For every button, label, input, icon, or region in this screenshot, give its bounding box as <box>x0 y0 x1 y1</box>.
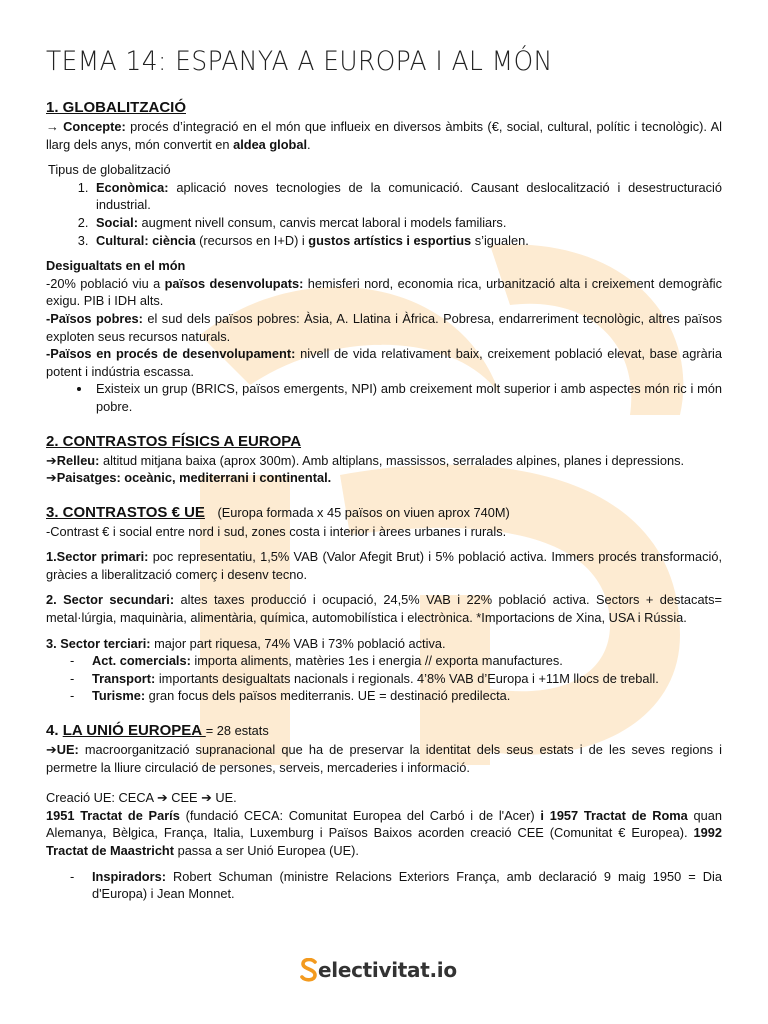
types-list <box>46 179 722 249</box>
concept-paragraph: → Concepte: procés d’integració en el món que influeix en diversos àmbits (€, social, cultural, polític i tecnològic). Al llarg dels anys, món convertit en aldea global. <box>46 119 723 152</box>
inequality-developing: -Països en procés de desenvolupament: nivell de vida relativament baix, creixement població elevat, base agrària potent i indústria escassa. <box>46 346 723 379</box>
selectivitat-logo[interactable] <box>300 958 457 982</box>
tertiary-sector: 3. Sector terciari: major part riquesa, 74% VAB i 73% població activa. <box>46 635 446 651</box>
section-3-heading: 3. CONTRASTOS € UE (Europa formada x 45 països on viuen aprox 740M) <box>46 503 510 521</box>
paisatges-paragraph: ➔Paisatges: oceànic, mediterrani i continental. <box>46 470 332 486</box>
list-item: 2. Social: augment nivell consum, canvis mercat laboral i models familiars. <box>92 214 722 232</box>
logo-text: electivitat.io <box>318 958 457 982</box>
inequality-bullets <box>46 380 722 415</box>
treaties-paragraph: 1951 Tractat de París (fundació CECA: Comunitat Europea del Carbó i de l'Acer) i 1957 Tractat de Roma quan Alemanya, Bèlgica, França, Italia, Luxemburg i Països Baixos acorden creació CEE (Comunitat € Europea). 1992 Tractat de Maastricht passa a ser Unió Europea (UE). <box>46 807 722 858</box>
page-title: TEMA 14: ESPANYA A EUROPA I AL MÓN <box>46 46 553 77</box>
list-item: - Act. comercials: importa aliments, matèries 1es i energia // exporta manufactures. <box>70 652 722 670</box>
ue-paragraph: ➔UE: macroorganització supranacional que ha de preservar la identitat dels seus estats i de les seves regions i permetre la lliure circulació de persones, serveis, mercaderies i informació. <box>46 742 722 775</box>
document-page <box>46 44 722 903</box>
inequalities-title: Desigualtats en el món <box>46 258 186 274</box>
logo-s-icon <box>300 958 318 982</box>
inequality-poor: -Països pobres: el sud dels països pobres: Àsia, A. Llatina i Àfrica. Pobresa, endarreriment tecnològic, altres països exploten seus recursos naturals. <box>46 310 722 344</box>
inspirators-list <box>46 868 722 903</box>
secondary-sector: 2. Sector secundari: altes taxes producció i ocupació, 24,5% VAB i 22% població activa. Sectors + destacats= metal·lúrgia, maquinària, alimentària, química, automobilística i electrònica. *Importacions de Xina, USA i Rússia. <box>46 592 722 626</box>
list-item: 3. Cultural: ciència (recursos en I+D) i gustos artístics i esportius s’igualen. <box>92 232 722 250</box>
section-4-heading: 4. LA UNIÓ EUROPEA = 28 estats <box>46 722 269 740</box>
list-item: - Transport: importants desigualtats nacionals i regionals. 4’8% VAB d’Europa i +11M llocs de treball. <box>70 670 722 688</box>
list-item: • Existeix un grup (BRICS, països emergents, NPI) amb creixement molt superior i amb aspectes món ric i món pobre. <box>92 380 722 415</box>
list-item: - Turisme: gran focus dels països mediterranis. UE = destinació predilecta. <box>70 687 722 705</box>
inequality-developed: -20% població viu a països desenvolupats: hemisferi nord, economia rica, urbanització alta i creixement demogràfic exigu. PIB i IDH alts. <box>46 275 722 309</box>
list-item: - Inspiradors: Robert Schuman (ministre Relacions Exteriors França, amb declaració 9 maig 1950 = Dia d'Europa) i Jean Monnet. <box>70 868 722 903</box>
contrast-paragraph: -Contrast € i social entre nord i sud, zones costa i interior i àrees urbanes i rurals. <box>46 523 507 539</box>
types-title: Tipus de globalització <box>48 162 171 178</box>
tertiary-list <box>46 652 722 705</box>
list-item: 1. Econòmica: aplicació noves tecnologies de la comunicació. Causant deslocalització i desestructuració industrial. <box>92 179 722 214</box>
section-2-heading: 2. CONTRASTOS FÍSICS A EUROPA <box>46 432 302 450</box>
creation-line: Creació UE: CECA ➔ CEE ➔ UE. <box>46 790 237 806</box>
relleu-paragraph: ➔Relleu: altitud mitjana baixa (aprox 300m). Amb altiplans, massissos, serralades alpines, planes i depressions. <box>46 452 685 468</box>
primary-sector: 1.Sector primari: poc representatiu, 1,5% VAB (Valor Afegit Brut) i 5% població activa. Immers procés transformació, gràcies a liberalització comerç i desenv tecno. <box>46 549 722 582</box>
section-1-heading: 1. GLOBALITZACIÓ <box>46 99 186 116</box>
